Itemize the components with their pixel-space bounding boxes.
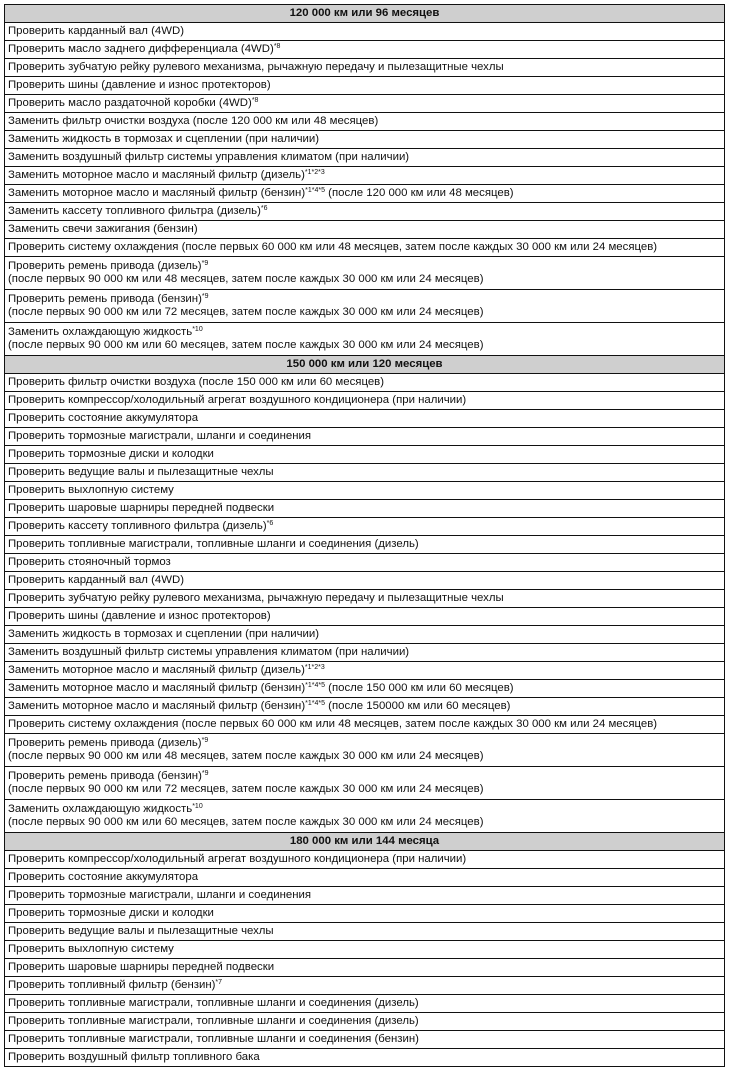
footnote-mark: *1*2*3 <box>304 664 325 671</box>
cell-line <box>8 412 721 425</box>
item-text: Заменить свечи зажигания (бензин) <box>8 223 198 235</box>
footnote-mark: *8 <box>273 43 281 50</box>
item-text: Проверить ведущие валы и пылезащитные чехлы <box>8 925 274 937</box>
table-row <box>5 113 725 131</box>
cell-line <box>8 997 721 1010</box>
item-text: Проверить шины (давление и износ протекторов) <box>8 610 271 622</box>
table-cell <box>5 113 725 131</box>
table-row <box>5 1049 725 1067</box>
item-text: Заменить моторное масло и масляный фильтр (бензин) <box>8 700 306 712</box>
item-text: (после первых 90 000 км или 72 месяцев, затем после каждых 30 000 км или 24 месяцев) <box>8 306 484 318</box>
table-row <box>5 203 725 221</box>
cell-line <box>8 961 721 974</box>
table-row <box>5 977 725 995</box>
item-text: (после первых 90 000 км или 72 месяцев, затем после каждых 30 000 км или 24 месяцев) <box>8 783 484 795</box>
item-text: Проверить топливные магистрали, топливные шланги и соединения (дизель) <box>8 997 419 1009</box>
table-cell <box>5 680 725 698</box>
item-text: Проверить ведущие валы и пылезащитные чехлы <box>8 466 274 478</box>
table-cell <box>5 590 725 608</box>
table-cell <box>5 923 725 941</box>
table-cell <box>5 941 725 959</box>
table-row <box>5 167 725 185</box>
footnote-mark: *1*4*5 <box>305 700 325 707</box>
table-cell <box>5 167 725 185</box>
item-text: Проверить тормозные диски и колодки <box>8 907 214 919</box>
cell-line <box>8 925 721 938</box>
cell-line <box>8 556 721 569</box>
footnote-mark: *1*2*3 <box>304 169 325 176</box>
item-text: (после первых 90 000 км или 48 месяцев, затем после каждых 30 000 км или 24 месяцев) <box>8 273 484 285</box>
cell-line <box>8 448 721 461</box>
table-cell <box>5 221 725 239</box>
section-header-row <box>5 833 725 851</box>
table-row <box>5 662 725 680</box>
table-cell <box>5 185 725 203</box>
cell-line <box>8 430 721 443</box>
cell-line <box>8 394 721 407</box>
footnote-mark: *10 <box>192 326 203 333</box>
item-text: Проверить состояние аккумулятора <box>8 871 199 883</box>
table-cell <box>5 323 725 356</box>
cell-line <box>8 306 721 319</box>
table-row <box>5 995 725 1013</box>
item-text: Проверить компрессор/холодильный агрегат воздушного кондиционера (при наличии) <box>8 394 467 406</box>
table-row <box>5 500 725 518</box>
item-text: Проверить топливные магистрали, топливные шланги и соединения (дизель) <box>8 1015 419 1027</box>
table-cell <box>5 410 725 428</box>
table-row <box>5 554 725 572</box>
table-cell <box>5 1049 725 1067</box>
table-row <box>5 734 725 767</box>
section-header-row <box>5 356 725 374</box>
maintenance-table-body <box>5 5 725 1067</box>
table-row <box>5 959 725 977</box>
table-cell <box>5 608 725 626</box>
table-cell <box>5 869 725 887</box>
table-cell <box>5 905 725 923</box>
item-text: Проверить шаровые шарниры передней подвески <box>8 961 275 973</box>
item-text: Проверить выхлопную систему <box>8 484 174 496</box>
item-text: Заменить моторное масло и масляный фильтр (дизель) <box>8 664 305 676</box>
table-row <box>5 149 725 167</box>
item-text: Проверить систему охлаждения (после первых 60 000 км или 48 месяцев, затем после каждых 30 000 км или 24 месяцев) <box>8 241 658 253</box>
footnote-mark: *7 <box>215 979 223 986</box>
table-cell <box>5 257 725 290</box>
table-row <box>5 464 725 482</box>
table-row <box>5 851 725 869</box>
cell-line <box>8 783 721 796</box>
table-cell <box>5 500 725 518</box>
table-cell <box>5 554 725 572</box>
table-cell <box>5 959 725 977</box>
table-cell <box>5 149 725 167</box>
cell-line <box>8 646 721 659</box>
table-row <box>5 536 725 554</box>
table-row <box>5 482 725 500</box>
item-text: Заменить фильтр очистки воздуха (после 120 000 км или 48 месяцев) <box>8 115 379 127</box>
section-title: 180 000 км или 144 месяца <box>5 833 725 851</box>
item-text: Проверить тормозные диски и колодки <box>8 448 214 460</box>
section-title: 120 000 км или 96 месяцев <box>5 5 725 23</box>
table-row <box>5 59 725 77</box>
table-row <box>5 518 725 536</box>
cell-line <box>8 205 721 218</box>
table-row <box>5 608 725 626</box>
item-text: Заменить охлаждающую жидкость <box>8 326 193 338</box>
table-row <box>5 698 725 716</box>
table-row <box>5 887 725 905</box>
footnote-mark: *10 <box>192 803 203 810</box>
maintenance-table <box>4 4 725 1067</box>
table-cell <box>5 374 725 392</box>
table-row <box>5 428 725 446</box>
table-cell <box>5 698 725 716</box>
table-row <box>5 905 725 923</box>
cell-line <box>8 273 721 286</box>
table-cell <box>5 1031 725 1049</box>
item-text: Заменить кассету топливного фильтра (дизель) <box>8 205 261 217</box>
item-text: Проверить топливный фильтр (бензин) <box>8 979 216 991</box>
cell-line <box>8 43 721 56</box>
cell-line <box>8 241 721 254</box>
table-cell <box>5 800 725 833</box>
table-cell <box>5 536 725 554</box>
table-cell <box>5 131 725 149</box>
table-cell <box>5 644 725 662</box>
item-text: (после первых 90 000 км или 48 месяцев, затем после каждых 30 000 км или 24 месяцев) <box>8 750 484 762</box>
cell-line <box>8 339 721 352</box>
table-row <box>5 257 725 290</box>
item-text: Проверить ремень привода (бензин) <box>8 293 202 305</box>
table-row <box>5 410 725 428</box>
item-text: Проверить карданный вал (4WD) <box>8 25 185 37</box>
footnote-mark: *1*4*5 <box>305 682 325 689</box>
cell-line <box>8 718 721 731</box>
item-text: Проверить выхлопную систему <box>8 943 174 955</box>
cell-line <box>8 943 721 956</box>
table-cell <box>5 59 725 77</box>
table-cell <box>5 290 725 323</box>
table-row <box>5 941 725 959</box>
cell-line <box>8 700 721 713</box>
table-row <box>5 77 725 95</box>
maintenance-schedule <box>4 4 725 1067</box>
table-cell <box>5 203 725 221</box>
table-cell <box>5 572 725 590</box>
table-cell <box>5 482 725 500</box>
cell-line <box>8 260 721 273</box>
item-text: Проверить фильтр очистки воздуха (после 150 000 км или 60 месяцев) <box>8 376 385 388</box>
cell-line <box>8 1051 721 1064</box>
table-row <box>5 626 725 644</box>
table-row <box>5 323 725 356</box>
cell-line <box>8 293 721 306</box>
cell-line <box>8 97 721 110</box>
item-text: Проверить топливные магистрали, топливные шланги и соединения (бензин) <box>8 1033 419 1045</box>
table-cell <box>5 626 725 644</box>
cell-line <box>8 889 721 902</box>
section-title: 150 000 км или 120 месяцев <box>5 356 725 374</box>
item-text: Проверить кассету топливного фильтра (дизель) <box>8 520 267 532</box>
table-row <box>5 23 725 41</box>
cell-line <box>8 574 721 587</box>
cell-line <box>8 151 721 164</box>
table-row <box>5 1013 725 1031</box>
table-row <box>5 374 725 392</box>
footnote-mark: *1*4*5 <box>305 187 325 194</box>
item-text: Проверить масло раздаточной коробки (4WD) <box>8 97 252 109</box>
cell-line <box>8 115 721 128</box>
cell-line <box>8 79 721 92</box>
table-cell <box>5 662 725 680</box>
table-row <box>5 590 725 608</box>
cell-line <box>8 326 721 339</box>
table-row <box>5 185 725 203</box>
cell-line <box>8 628 721 641</box>
table-row <box>5 767 725 800</box>
table-row <box>5 800 725 833</box>
item-text: Проверить ремень привода (дизель) <box>8 737 202 749</box>
item-text: (после первых 90 000 км или 60 месяцев, затем после каждых 30 000 км или 24 месяцев) <box>8 816 484 828</box>
item-text: Проверить ремень привода (дизель) <box>8 260 202 272</box>
table-row <box>5 131 725 149</box>
table-row <box>5 95 725 113</box>
cell-line <box>8 907 721 920</box>
item-text: Заменить охлаждающую жидкость <box>8 803 193 815</box>
table-cell <box>5 767 725 800</box>
item-text: Заменить жидкость в тормозах и сцеплении (при наличии) <box>8 628 320 640</box>
cell-line <box>8 187 721 200</box>
table-cell <box>5 851 725 869</box>
cell-line <box>8 25 721 38</box>
cell-line <box>8 502 721 515</box>
item-text: Проверить зубчатую рейку рулевого механизма, рычажную передачу и пылезащитные чехлы <box>8 592 504 604</box>
item-text: Проверить тормозные магистрали, шланги и соединения <box>8 430 312 442</box>
table-row <box>5 1031 725 1049</box>
cell-line <box>8 538 721 551</box>
table-cell <box>5 428 725 446</box>
cell-line <box>8 803 721 816</box>
table-cell <box>5 239 725 257</box>
item-text: Заменить моторное масло и масляный фильтр (бензин) <box>8 682 306 694</box>
cell-line <box>8 466 721 479</box>
table-row <box>5 923 725 941</box>
item-text: Заменить воздушный фильтр системы управления климатом (при наличии) <box>8 151 410 163</box>
footnote-mark: *6 <box>260 205 268 212</box>
table-cell <box>5 1013 725 1031</box>
footnote-mark: *9 <box>201 737 209 744</box>
item-text-tail: (после 150000 км или 60 месяцев) <box>324 700 511 712</box>
cell-line <box>8 592 721 605</box>
table-cell <box>5 734 725 767</box>
cell-line <box>8 770 721 783</box>
cell-line <box>8 133 721 146</box>
cell-line <box>8 169 721 182</box>
cell-line <box>8 682 721 695</box>
item-text: Проверить воздушный фильтр топливного бака <box>8 1051 260 1063</box>
item-text-tail: (после 150 000 км или 60 месяцев) <box>324 682 514 694</box>
item-text: Заменить воздушный фильтр системы управления климатом (при наличии) <box>8 646 410 658</box>
item-text: Проверить тормозные магистрали, шланги и соединения <box>8 889 312 901</box>
table-row <box>5 680 725 698</box>
item-text: Проверить шины (давление и износ протекторов) <box>8 79 271 91</box>
table-cell <box>5 518 725 536</box>
table-cell <box>5 95 725 113</box>
cell-line <box>8 61 721 74</box>
table-cell <box>5 977 725 995</box>
table-cell <box>5 392 725 410</box>
item-text: Проверить систему охлаждения (после первых 60 000 км или 48 месяцев, затем после каждых 30 000 км или 24 месяцев) <box>8 718 658 730</box>
cell-line <box>8 1033 721 1046</box>
cell-line <box>8 871 721 884</box>
footnote-mark: *9 <box>201 260 209 267</box>
table-row <box>5 239 725 257</box>
table-cell <box>5 995 725 1013</box>
item-text: Проверить карданный вал (4WD) <box>8 574 185 586</box>
cell-line <box>8 853 721 866</box>
table-cell <box>5 887 725 905</box>
item-text: (после первых 90 000 км или 60 месяцев, затем после каждых 30 000 км или 24 месяцев) <box>8 339 484 351</box>
cell-line <box>8 750 721 763</box>
table-cell <box>5 77 725 95</box>
table-row <box>5 290 725 323</box>
cell-line <box>8 610 721 623</box>
table-cell <box>5 41 725 59</box>
item-text: Проверить топливные магистрали, топливные шланги и соединения (дизель) <box>8 538 419 550</box>
item-text: Проверить стояночный тормоз <box>8 556 171 568</box>
cell-line <box>8 520 721 533</box>
table-row <box>5 446 725 464</box>
table-cell <box>5 716 725 734</box>
item-text: Проверить шаровые шарниры передней подвески <box>8 502 275 514</box>
table-cell <box>5 446 725 464</box>
table-row <box>5 392 725 410</box>
table-row <box>5 644 725 662</box>
cell-line <box>8 664 721 677</box>
item-text: Проверить ремень привода (бензин) <box>8 770 202 782</box>
footnote-mark: *6 <box>266 520 274 527</box>
item-text: Заменить жидкость в тормозах и сцеплении (при наличии) <box>8 133 320 145</box>
footnote-mark: *9 <box>201 770 209 777</box>
item-text: Проверить компрессор/холодильный агрегат воздушного кондиционера (при наличии) <box>8 853 467 865</box>
item-text: Проверить состояние аккумулятора <box>8 412 199 424</box>
footnote-mark: *9 <box>201 293 209 300</box>
table-row <box>5 41 725 59</box>
table-row <box>5 716 725 734</box>
footnote-mark: *8 <box>251 97 259 104</box>
table-row <box>5 869 725 887</box>
cell-line <box>8 484 721 497</box>
section-header-row <box>5 5 725 23</box>
cell-line <box>8 737 721 750</box>
cell-line <box>8 376 721 389</box>
cell-line <box>8 816 721 829</box>
table-row <box>5 221 725 239</box>
table-row <box>5 572 725 590</box>
item-text: Проверить зубчатую рейку рулевого механизма, рычажную передачу и пылезащитные чехлы <box>8 61 504 73</box>
table-cell <box>5 464 725 482</box>
cell-line <box>8 223 721 236</box>
cell-line <box>8 979 721 992</box>
item-text: Заменить моторное масло и масляный фильтр (дизель) <box>8 169 305 181</box>
cell-line <box>8 1015 721 1028</box>
table-cell <box>5 23 725 41</box>
item-text: Проверить масло заднего дифференциала (4WD) <box>8 43 274 55</box>
item-text-tail: (после 120 000 км или 48 месяцев) <box>324 187 514 199</box>
item-text: Заменить моторное масло и масляный фильтр (бензин) <box>8 187 306 199</box>
